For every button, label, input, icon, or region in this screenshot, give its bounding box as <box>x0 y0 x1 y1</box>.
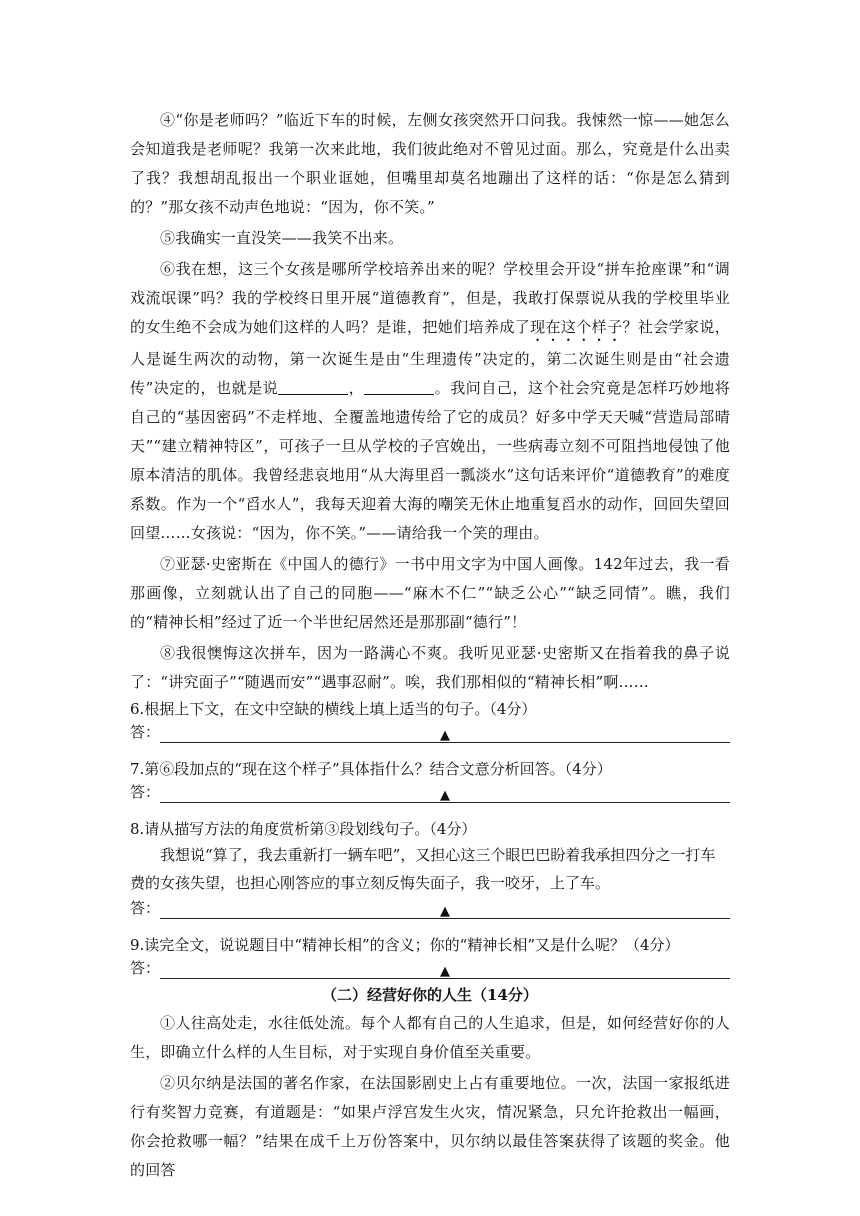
answer-row-7 <box>130 781 730 803</box>
paragraph-6 <box>130 255 730 548</box>
section-2-title: （二）经营好你的人生（14分） <box>322 986 538 1004</box>
answer-line-6[interactable] <box>160 724 730 743</box>
question-6: 6.根据上下文，在文中空缺的横线上填上适当的句子。（4分） <box>130 700 537 718</box>
blank-separator: ， <box>348 379 365 397</box>
triangle-marker-icon: ▲ <box>440 904 450 919</box>
answer-label: 答： <box>130 959 161 977</box>
answer-row-9 <box>130 957 730 979</box>
paragraph-5: ⑤我确实一直没笑——我笑不出来。 <box>160 229 404 247</box>
triangle-marker-icon: ▲ <box>440 728 450 743</box>
question-8: 8.请从描写方法的角度赏析第③段划线句子。（4分） <box>130 820 477 838</box>
section-2-paragraph-2: ②贝尔纳是法国的著名作家，在法国影剧史上占有重要地位。一次，法国一家报纸进行有奖智力竞赛，有道题是：“如果卢浮宫发生火灾，情况紧急，只允许抢救出一幅画，你会抢救哪一幅？”结果在成千上万份答案中，贝尔纳以最佳答案获得了该题的奖金。他的回答 <box>130 1074 730 1179</box>
answer-line-7[interactable] <box>160 784 730 803</box>
answer-line-9[interactable] <box>160 960 730 979</box>
blank-line-1 <box>278 380 348 395</box>
paragraph-6-part-b: ？社会学家说，人是诞生两次的动物，第一次诞生是由“生理遗传”决定的，第二次诞生则是由“社会遗传”决定的，也就是说 <box>130 318 731 397</box>
question-8-quote: 我想说“算了，我去重新打一辆车吧”，又担心这三个眼巴巴盼着我承担四分之一打车费的女孩失望，也担心刚答应的事立刻反悔失面子，我一咬牙，上了车。 <box>130 846 716 892</box>
triangle-marker-icon: ▲ <box>440 788 450 803</box>
answer-label: 答： <box>130 723 161 741</box>
triangle-marker-icon: ▲ <box>440 964 450 979</box>
question-7: 7.第⑥段加点的“现在这个样子”具体指什么？结合文意分析回答。（4分） <box>130 760 612 778</box>
dotted-phrase: 现在这个样子 <box>530 318 623 336</box>
answer-row-8 <box>130 897 730 919</box>
answer-line-8[interactable] <box>160 900 730 919</box>
answer-label: 答： <box>130 783 161 801</box>
answer-label: 答： <box>130 899 161 917</box>
answer-row-6 <box>130 721 730 743</box>
paragraph-6-part-c: 。我问自己，这个社会究竟是怎样巧妙地将自己的“基因密码”不走样地、全覆盖地遗传给了它的成员？好多中学天天喊“营造局部晴天”“建立精神特区”，可孩子一旦从学校的子宫娩出，一些病毒立刻不可阻挡地侵蚀了他原本清洁的肌体。我曾经悲哀地用“从大海里舀一瓢淡水”这句话来评价“道德教育”的难度系数。作为一个“舀水人”，我每天迎着大海的嘲笑无休止地重复舀水的动作，回回失望回回望……女孩说：“因为，你不笑。”——请给我一个笑的理由。 <box>130 379 731 542</box>
section-2-paragraph-1: ①人往高处走，水往低处流。每个人都有自己的人生追求，但是，如何经营好你的人生，即确立什么样的人生目标，对于实现自身价值至关重要。 <box>130 1014 730 1061</box>
question-9: 9.读完全文，说说题目中“精神长相”的含义；你的“精神长相”又是什么呢？（4分） <box>130 936 680 954</box>
blank-line-2 <box>364 380 434 395</box>
paragraph-6-part-a: ⑥我在想，这三个女孩是哪所学校培养出来的呢？学校里会开设“拼车抢座课”和“调戏流氓课”吗？我的学校终日里开展“道德教育”，但是，我敢打保票说从我的学校里毕业的女生绝不会成为她们这样的人吗？是谁，把她们培养成了 <box>130 260 730 336</box>
paragraph-8: ⑧我很懊悔这次拼车，因为一路满心不爽。我听见亚瑟·史密斯又在指着我的鼻子说了：“讲究面子”“随遇而安”“遇事忍耐”。唉，我们那相似的“精神长相”啊…… <box>130 644 730 691</box>
paragraph-4: ④“你是老师吗？”临近下车的时候，左侧女孩突然开口问我。我悚然一惊——她怎么会知道我是老师呢？我第一次来此地，我们彼此绝对不曾见过面。那么，究竟是什么出卖了我？我想胡乱报出一个职业诓她，但嘴里却莫名地蹦出了这样的话：“你是怎么猜到的？”那女孩不动声色地说：“因为，你不笑。” <box>130 111 730 216</box>
paragraph-7: ⑦亚瑟·史密斯在《中国人的德行》一书中用文字为中国人画像。142年过去，我一看那画像，立刻就认出了自己的同胞——“麻木不仁”“缺乏公心”“缺乏同情”。瞧，我们的“精神长相”经过了近一个半世纪居然还是那那副“德行”！ <box>130 555 730 631</box>
exam-page <box>130 106 730 1185</box>
